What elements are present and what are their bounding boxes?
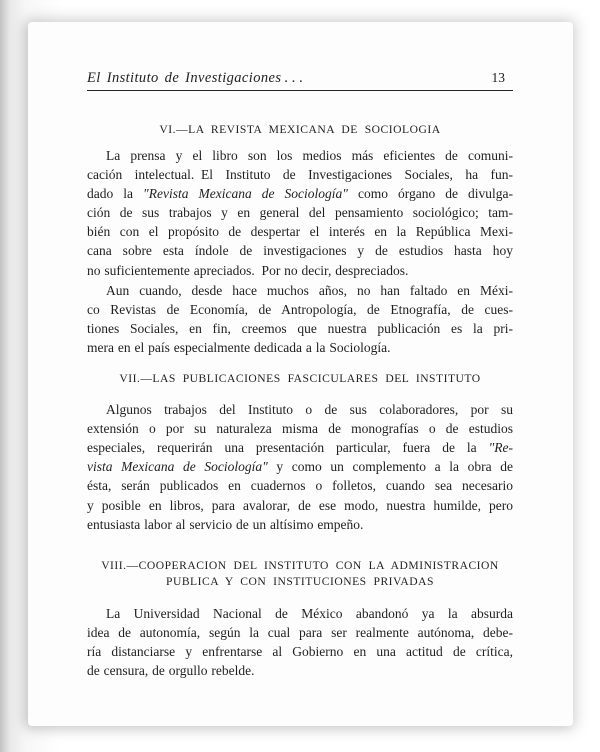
text-line — [87, 241, 513, 260]
text-line — [87, 642, 513, 661]
paragraph — [87, 281, 513, 357]
text-line — [87, 623, 513, 642]
section-heading — [87, 123, 513, 137]
text-run: Algunos trabajos del Instituto o de sus colaboradores, por su — [106, 402, 513, 418]
text-run: cana sobre esta índole de investigaciones y de estudios hasta hoy — [87, 243, 513, 259]
text-line — [87, 400, 513, 419]
running-header-title: El Instituto de Investigaciones . . . — [87, 70, 304, 86]
paragraph — [87, 604, 513, 680]
text-line — [87, 457, 513, 476]
text-run: no suficientemente apreciados. Por no decir, despreciados. — [87, 262, 409, 278]
section-heading-line: VIII.—COOPERACION DEL INSTITUTO CON LA ADMINISTRACION — [101, 558, 499, 572]
section-heading-line: PUBLICA Y CON INSTITUCIONES PRIVADAS — [166, 574, 434, 588]
text-line — [87, 515, 513, 534]
text-run: ésta, serán publicados en cuadernos o folletos, cuando sea necesario — [87, 478, 513, 494]
text-line — [87, 261, 513, 280]
text-run: Aun cuando, desde hace muchos años, no han faltado en Méxi- — [106, 282, 513, 298]
text-run: y posible en libros, para avalorar, de ese modo, nuestra humilde, pero — [87, 497, 513, 513]
text-line — [87, 496, 513, 515]
text-run: tiones Sociales, en fin, creemos que nuestra publicación es la pri- — [87, 320, 513, 336]
text-run: y como un complemento a la obra de — [267, 459, 513, 475]
italic-run: vista Mexicana de Sociología" — [87, 459, 268, 475]
header-rule — [87, 90, 513, 91]
text-line — [87, 476, 513, 495]
section-heading — [87, 558, 513, 590]
section — [87, 558, 513, 680]
text-run: entusiasta labor al servicio de un altísimo empeño. — [87, 516, 364, 532]
paragraph — [87, 400, 513, 534]
text-line — [87, 419, 513, 438]
text-run: mera en el país especialmente dedicada a la Sociología. — [87, 339, 391, 355]
text-line — [87, 319, 513, 338]
text-run: ción de sus trabajos y en general del pensamiento sociológico; tam- — [87, 205, 513, 221]
italic-run: "Re- — [488, 440, 513, 456]
text-run: de censura, de orgullo rebelde. — [87, 662, 255, 678]
section-heading — [87, 372, 513, 386]
section — [87, 123, 513, 357]
section-heading-line: VII.—LAS PUBLICACIONES FASCICULARES DEL INSTITUTO — [119, 372, 481, 386]
text-run: como órgano de divulga- — [347, 186, 513, 202]
text-run: co Revistas de Economía, de Antropología, de Etnografía, de cues- — [87, 301, 513, 317]
text-run: idea de autonomía, según la cual para ser realmente autónoma, debe- — [87, 624, 513, 640]
text-line — [87, 222, 513, 241]
text-line — [87, 165, 513, 184]
text-run: extensión o por su naturaleza misma de monografías o de estudios — [87, 421, 513, 437]
section — [87, 372, 513, 534]
italic-run: "Revista Mexicana de Sociología" — [143, 186, 348, 202]
text-run: especiales, requerirán una presentación particular, fuera de la — [87, 440, 489, 456]
text-line — [87, 661, 513, 680]
text-run: La Universidad Nacional de México abandonó ya la absurda — [106, 605, 513, 621]
book-page — [28, 22, 573, 726]
text-line — [87, 300, 513, 319]
text-run: bién con el propósito de despertar el interés en la República Mexi- — [87, 224, 513, 240]
paragraph — [87, 146, 513, 280]
section-heading-line: VI.—LA REVISTA MEXICANA DE SOCIOLOGIA — [159, 123, 441, 136]
text-line — [87, 184, 513, 203]
text-line — [87, 281, 513, 300]
text-run: cación intelectual. El Instituto de Investigaciones Sociales, ha fun- — [87, 167, 513, 183]
text-run: dado la — [87, 186, 144, 202]
text-run: ría distanciarse y enfrentarse al Gobierno en una actitud de crítica, — [87, 643, 513, 659]
text-line — [87, 203, 513, 222]
running-header — [87, 69, 513, 87]
text-run: La prensa y el libro son los medios más eficientes de comuni- — [106, 148, 513, 163]
text-line — [87, 438, 513, 457]
text-line — [87, 604, 513, 623]
page-number: 13 — [491, 70, 505, 85]
text-line — [87, 146, 513, 165]
text-line — [87, 338, 513, 357]
text-block — [87, 22, 513, 680]
page-body — [87, 123, 513, 680]
